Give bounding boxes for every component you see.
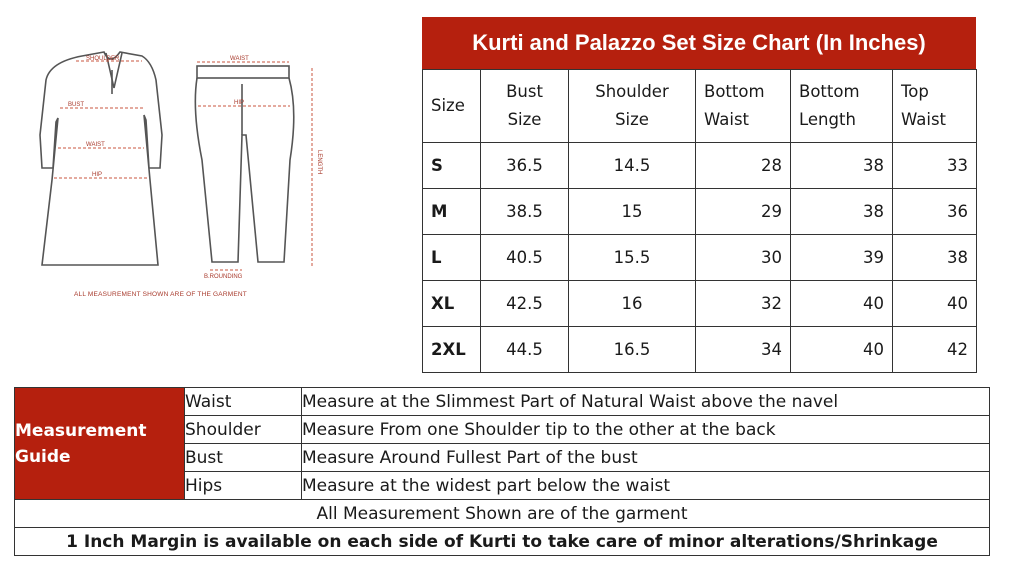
shoulder-value: 15 xyxy=(569,189,696,235)
bottom-length-value: 39 xyxy=(791,235,893,281)
bottom-waist-value: 29 xyxy=(696,189,791,235)
guide-part: Bust xyxy=(185,444,302,472)
size-table xyxy=(422,69,977,373)
shoulder-value: 16 xyxy=(569,281,696,327)
shoulder-value: 15.5 xyxy=(569,235,696,281)
guide-description: Measure at the widest part below the waist xyxy=(302,472,990,500)
bottom-waist-value: 28 xyxy=(696,143,791,189)
header-bottom-length: Bottom Length xyxy=(791,70,893,143)
bust-value: 36.5 xyxy=(481,143,569,189)
size-table-header xyxy=(423,70,977,143)
size-chart-title: Kurti and Palazzo Set Size Chart (In Inches) xyxy=(422,17,976,69)
guide-description: Measure From one Shoulder tip to the other at the back xyxy=(302,416,990,444)
top-waist-value: 42 xyxy=(893,327,977,373)
bust-value: 40.5 xyxy=(481,235,569,281)
bust-value: 38.5 xyxy=(481,189,569,235)
table-row xyxy=(423,281,977,327)
guide-description: Measure Around Fullest Part of the bust xyxy=(302,444,990,472)
shoulder-label: SHOULDER xyxy=(86,56,120,62)
table-row xyxy=(423,235,977,281)
margin-note: 1 Inch Margin is available on each side of Kurti to take care of minor alterations/Shrinkage xyxy=(15,528,990,556)
palazzo-length-label: LENGTH xyxy=(316,150,322,175)
bottom-waist-value: 30 xyxy=(696,235,791,281)
header-bottom-waist: Bottom Waist xyxy=(696,70,791,143)
bust-value: 44.5 xyxy=(481,327,569,373)
bottom-length-value: 38 xyxy=(791,143,893,189)
guide-table xyxy=(14,387,990,556)
header-top-waist: Top Waist xyxy=(893,70,977,143)
shoulder-value: 14.5 xyxy=(569,143,696,189)
measurement-guide xyxy=(14,387,989,556)
guide-part: Waist xyxy=(185,388,302,416)
guide-footer-row xyxy=(15,500,990,528)
garment-illustration xyxy=(20,40,340,310)
header-shoulder: Shoulder Size xyxy=(569,70,696,143)
size-chart xyxy=(422,17,976,373)
guide-margin-row xyxy=(15,528,990,556)
hip-label: HIP xyxy=(92,172,103,178)
size-value: 2XL xyxy=(423,327,481,373)
top-waist-value: 33 xyxy=(893,143,977,189)
guide-part: Shoulder xyxy=(185,416,302,444)
illustration-note: ALL MEASUREMENT SHOWN ARE OF THE GARMENT xyxy=(74,291,247,298)
bottom-length-value: 40 xyxy=(791,281,893,327)
shoulder-value: 16.5 xyxy=(569,327,696,373)
garment-diagram xyxy=(20,40,340,290)
palazzo-waist-label: WAIST xyxy=(230,56,249,62)
bottom-waist-value: 34 xyxy=(696,327,791,373)
kurti-measure-lines xyxy=(54,61,148,178)
kurti-drawing xyxy=(40,52,162,265)
size-value: S xyxy=(423,143,481,189)
guide-row xyxy=(15,388,990,416)
palazzo-drawing xyxy=(195,66,293,262)
bust-label: BUST xyxy=(68,102,85,108)
top-waist-value: 36 xyxy=(893,189,977,235)
size-value: M xyxy=(423,189,481,235)
guide-part: Hips xyxy=(185,472,302,500)
header-size: Size xyxy=(423,70,481,143)
table-row xyxy=(423,189,977,235)
palazzo-measure-lines xyxy=(197,62,312,270)
bottom-length-value: 38 xyxy=(791,189,893,235)
guide-heading: Measurement Guide xyxy=(15,388,185,500)
guide-description: Measure at the Slimmest Part of Natural Waist above the navel xyxy=(302,388,990,416)
table-row xyxy=(423,327,977,373)
size-value: XL xyxy=(423,281,481,327)
bottom-length-value: 40 xyxy=(791,327,893,373)
top-waist-value: 38 xyxy=(893,235,977,281)
guide-footer: All Measurement Shown are of the garment xyxy=(15,500,990,528)
palazzo-rounding-label: B.ROUNDING xyxy=(204,274,243,280)
bust-value: 42.5 xyxy=(481,281,569,327)
top-waist-value: 40 xyxy=(893,281,977,327)
size-value: L xyxy=(423,235,481,281)
table-row xyxy=(423,143,977,189)
waist-label: WAIST xyxy=(86,142,105,148)
palazzo-hip-label: HIP xyxy=(234,100,245,106)
bottom-waist-value: 32 xyxy=(696,281,791,327)
header-bust: Bust Size xyxy=(481,70,569,143)
